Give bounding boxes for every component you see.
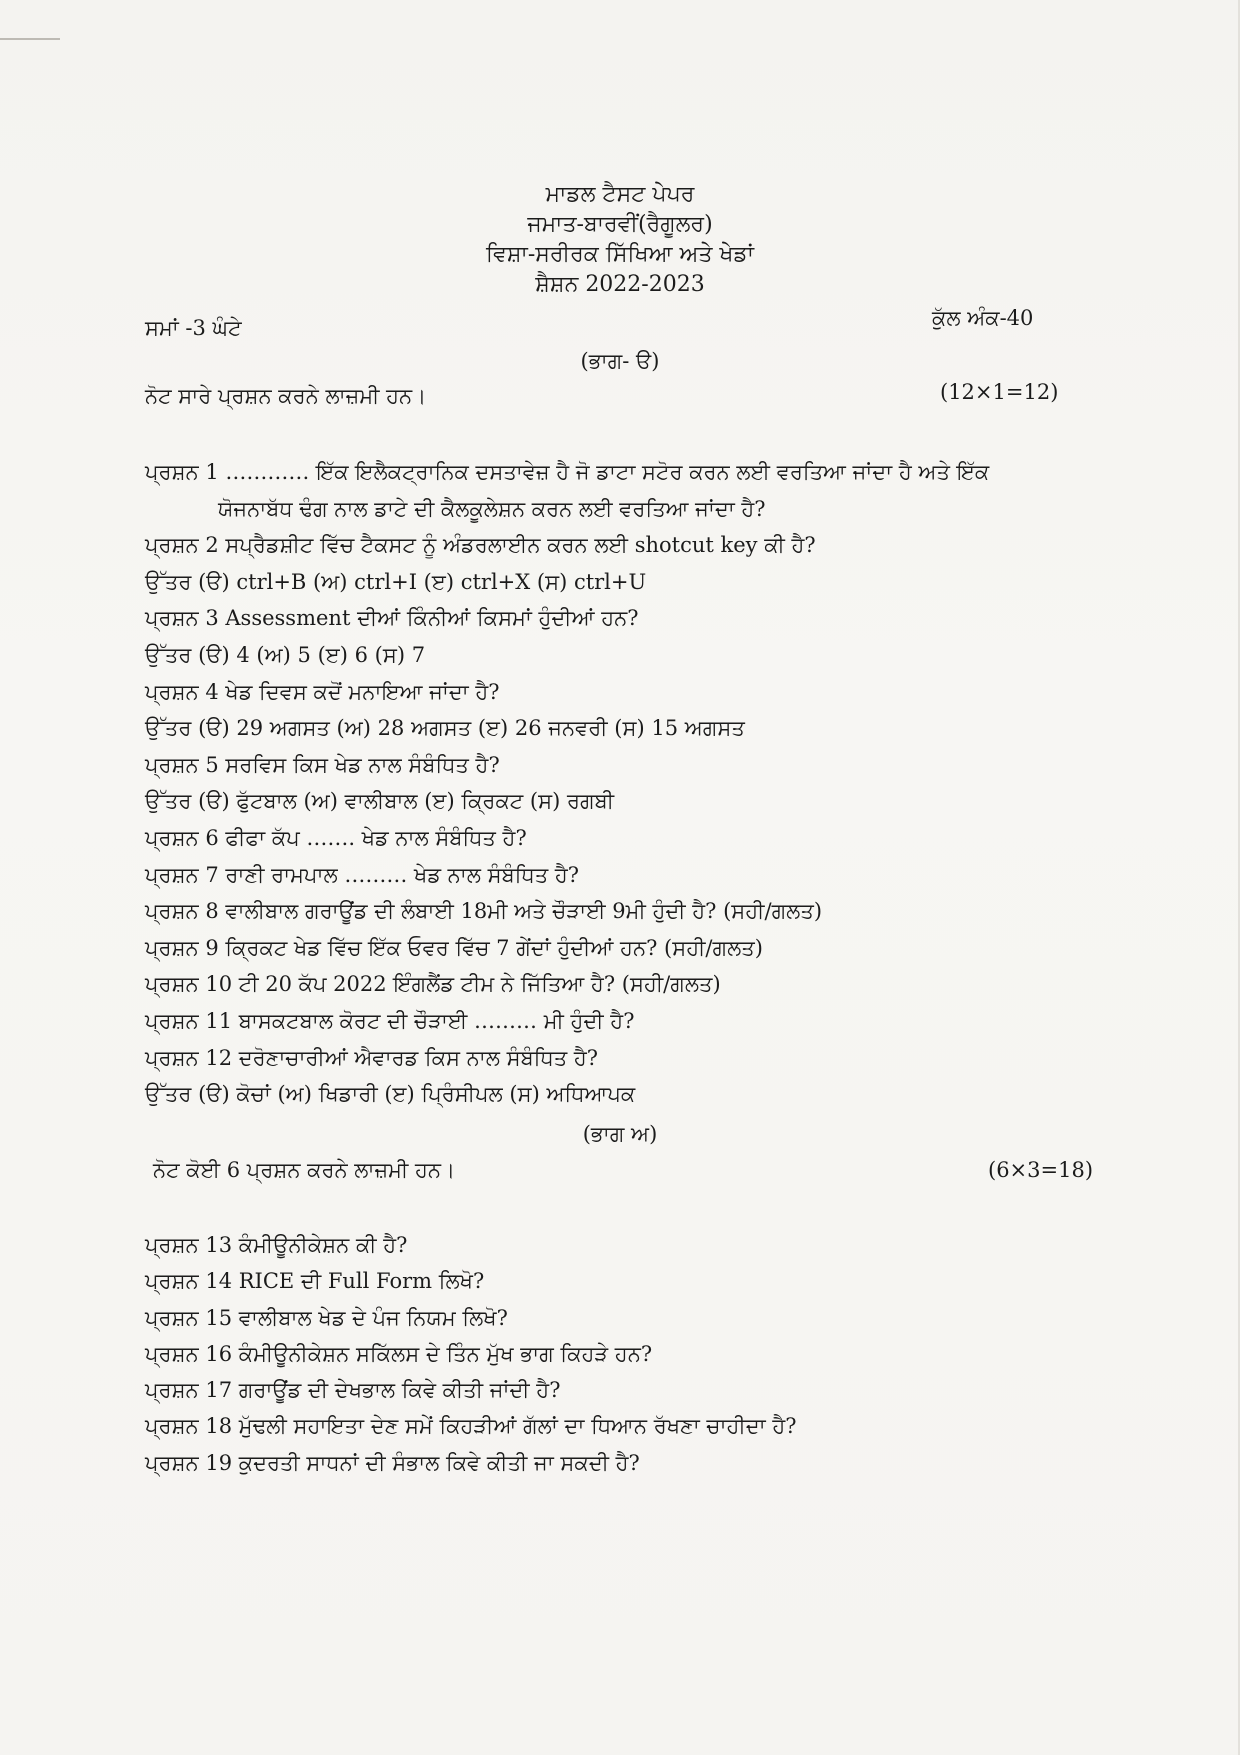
section-b-note: ਨੋਟ ਕੋਈ 6 ਪ੍ਰਸ਼ਨ ਕਰਨੇ ਲਾਜ਼ਮੀ ਹਨ। [153, 1158, 456, 1182]
time-allowed: ਸਮਾਂ -3 ਘੰਟੇ [145, 316, 242, 340]
paper-header [0, 180, 1240, 300]
section-a-questions [145, 454, 1135, 1113]
section-b-heading: (ਭਾਗ ਅ) [582, 1122, 658, 1146]
question-line: ਪ੍ਰਸ਼ਨ 5 ਸਰਵਿਸ ਕਿਸ ਖੇਡ ਨਾਲ ਸੰਬੰਧਿਤ ਹੈ? [145, 752, 500, 777]
question-line: ਪ੍ਰਸ਼ਨ 12 ਦਰੋਣਾਚਾਰੀਆਂ ਐਵਾਰਡ ਕਿਸ ਨਾਲ ਸੰਬੰਧਿਤ ਹੈ? [145, 1045, 599, 1070]
question-line: ਪ੍ਰਸ਼ਨ 9 ਕ੍ਰਿਕਟ ਖੇਡ ਵਿੱਚ ਇੱਕ ਓਵਰ ਵਿੱਚ 7 ਗੇਂਦਾਂ ਹੁੰਦੀਆਂ ਹਨ? (ਸਹੀ/ਗਲਤ) [145, 935, 763, 960]
section-a-heading: (ਭਾਗ- ੳ) [580, 349, 660, 373]
section-a-note: ਨੋਟ ਸਾਰੇ ਪ੍ਰਸ਼ਨ ਕਰਨੇ ਲਾਜ਼ਮੀ ਹਨ। [145, 384, 427, 408]
question-line: ਪ੍ਰਸ਼ਨ 17 ਗਰਾਊਂਡ ਦੀ ਦੇਖਭਾਲ ਕਿਵੇ ਕੀਤੀ ਜਾਂਦੀ ਹੈ? [145, 1378, 561, 1403]
question-line: ਪ੍ਰਸ਼ਨ 3 Assessment ਦੀਆਂ ਕਿੰਨੀਆਂ ਕਿਸਮਾਂ ਹੁੰਦੀਆਂ ਹਨ? [145, 606, 639, 631]
question-line: ਪ੍ਰਸ਼ਨ 18 ਮੁੱਢਲੀ ਸਹਾਇਤਾ ਦੇਣ ਸਮੇਂ ਕਿਹੜੀਆਂ ਗੱਲਾਂ ਦਾ ਧਿਆਨ ਰੱਖਣਾ ਚਾਹੀਦਾ ਹੈ? [145, 1414, 797, 1439]
scan-edge-mark [0, 38, 60, 40]
answer-options: ਉੱਤਰ (ੳ) ctrl+B (ਅ) ctrl+I (ੲ) ctrl+X (ਸ) ctrl+U [145, 569, 647, 594]
question-line: ਪ੍ਰਸ਼ਨ 16 ਕੰਮੀਊਨੀਕੇਸ਼ਨ ਸਕਿੱਲਸ ਦੇ ਤਿੰਨ ਮੁੱਖ ਭਾਗ ਕਿਹੜੇ ਹਨ? [145, 1341, 653, 1366]
question-line: ਪ੍ਰਸ਼ਨ 7 ਰਾਣੀ ਰਾਮਪਾਲ ……… ਖੇਡ ਨਾਲ ਸੰਬੰਧਿਤ ਹੈ? [145, 862, 580, 887]
question-line: ਪ੍ਰਸ਼ਨ 13 ਕੰਮੀਊਨੀਕੇਸ਼ਨ ਕੀ ਹੈ? [145, 1233, 408, 1257]
answer-options: ਉੱਤਰ (ੳ) ਕੋਚਾਂ (ਅ) ਖਿਡਾਰੀ (ੲ) ਪ੍ਰਿੰਸੀਪਲ (ਸ) ਅਧਿਆਪਕ [145, 1082, 636, 1107]
class-line: ਜਮਾਤ-ਬਾਰਵੀਂ(ਰੈਗੂਲਰ) [527, 212, 713, 237]
paper-title: ਮਾਡਲ ਟੈਸਟ ਪੇਪਰ [545, 182, 695, 207]
answer-options: ਉੱਤਰ (ੳ) ਫੁੱਟਬਾਲ (ਅ) ਵਾਲੀਬਾਲ (ੲ) ਕ੍ਰਿਕਟ (ਸ) ਰਗਬੀ [145, 789, 615, 814]
question-line: ਪ੍ਰਸ਼ਨ 2 ਸਪ੍ਰੈਡਸ਼ੀਟ ਵਿੱਚ ਟੈਕਸਟ ਨੂੰ ਅੰਡਰਲਾਈਨ ਕਰਨ ਲਈ shotcut key ਕੀ ਹੈ? [145, 533, 816, 558]
question-line: ਪ੍ਰਸ਼ਨ 19 ਕੁਦਰਤੀ ਸਾਧਨਾਂ ਦੀ ਸੰਭਾਲ ਕਿਵੇ ਕੀਤੀ ਜਾ ਸਕਦੀ ਹੈ? [145, 1450, 640, 1475]
question-line: ਪ੍ਰਸ਼ਨ 10 ਟੀ 20 ਕੱਪ 2022 ਇੰਗਲੈਂਡ ਟੀਮ ਨੇ ਜਿੱਤਿਆ ਹੈ? (ਸਹੀ/ਗਲਤ) [145, 972, 721, 997]
question-line: ਪ੍ਰਸ਼ਨ 1 ………… ਇੱਕ ਇਲੈਕਟ੍ਰਾਨਿਕ ਦਸਤਾਵੇਜ਼ ਹੈ ਜੋ ਡਾਟਾ ਸਟੋਰ ਕਰਨ ਲਈ ਵਰਤਿਆ ਜਾਂਦਾ ਹੈ ਅਤੇ ਇੱਕ [145, 460, 990, 484]
section-b-questions [145, 1227, 1135, 1481]
question-line: ਪ੍ਰਸ਼ਨ 4 ਖੇਡ ਦਿਵਸ ਕਦੋਂ ਮਨਾਇਆ ਜਾਂਦਾ ਹੈ? [145, 679, 500, 704]
total-marks: ਕੁੱਲ ਅੰਕ-40 [932, 306, 1034, 330]
section-b-marks: (6×3=18) [988, 1158, 1094, 1182]
question-line: ਪ੍ਰਸ਼ਨ 14 RICE ਦੀ Full Form ਲਿਖੋ? [145, 1269, 485, 1294]
question-line: ਪ੍ਰਸ਼ਨ 6 ਫੀਫਾ ਕੱਪ ……. ਖੇਡ ਨਾਲ ਸੰਬੰਧਿਤ ਹੈ? [145, 825, 527, 850]
question-line: ਪ੍ਰਸ਼ਨ 11 ਬਾਸਕਟਬਾਲ ਕੋਰਟ ਦੀ ਚੌੜਾਈ ……… ਮੀ ਹੁੰਦੀ ਹੈ? [145, 1008, 635, 1033]
question-line: ਪ੍ਰਸ਼ਨ 8 ਵਾਲੀਬਾਲ ਗਰਾਊਂਡ ਦੀ ਲੰਬਾਈ 18ਮੀ ਅਤੇ ਚੌੜਾਈ 9ਮੀ ਹੁੰਦੀ ਹੈ? (ਸਹੀ/ਗਲਤ) [145, 899, 823, 924]
section-a-marks: (12×1=12) [940, 380, 1059, 404]
question-line: ਪ੍ਰਸ਼ਨ 15 ਵਾਲੀਬਾਲ ਖੇਡ ਦੇ ਪੰਜ ਨਿਯਮ ਲਿਖੋ? [145, 1305, 508, 1330]
answer-options: ਉੱਤਰ (ੳ) 29 ਅਗਸਤ (ਅ) 28 ਅਗਸਤ (ੲ) 26 ਜਨਵਰੀ (ਸ) 15 ਅਗਸਤ [145, 716, 745, 741]
subject-line: ਵਿਸ਼ਾ-ਸਰੀਰਕ ਸਿੱਖਿਆ ਅਤੇ ਖੇਡਾਂ [486, 242, 754, 267]
question-line: ਯੋਜਨਾਬੱਧ ਢੰਗ ਨਾਲ ਡਾਟੇ ਦੀ ਕੈਲਕੂਲੇਸ਼ਨ ਕਰਨ ਲਈ ਵਰਤਿਆ ਜਾਂਦਾ ਹੈ? [218, 496, 766, 521]
session-line: ਸ਼ੈਸ਼ਨ 2022-2023 [535, 272, 705, 297]
answer-options: ਉੱਤਰ (ੳ) 4 (ਅ) 5 (ੲ) 6 (ਸ) 7 [145, 642, 426, 667]
